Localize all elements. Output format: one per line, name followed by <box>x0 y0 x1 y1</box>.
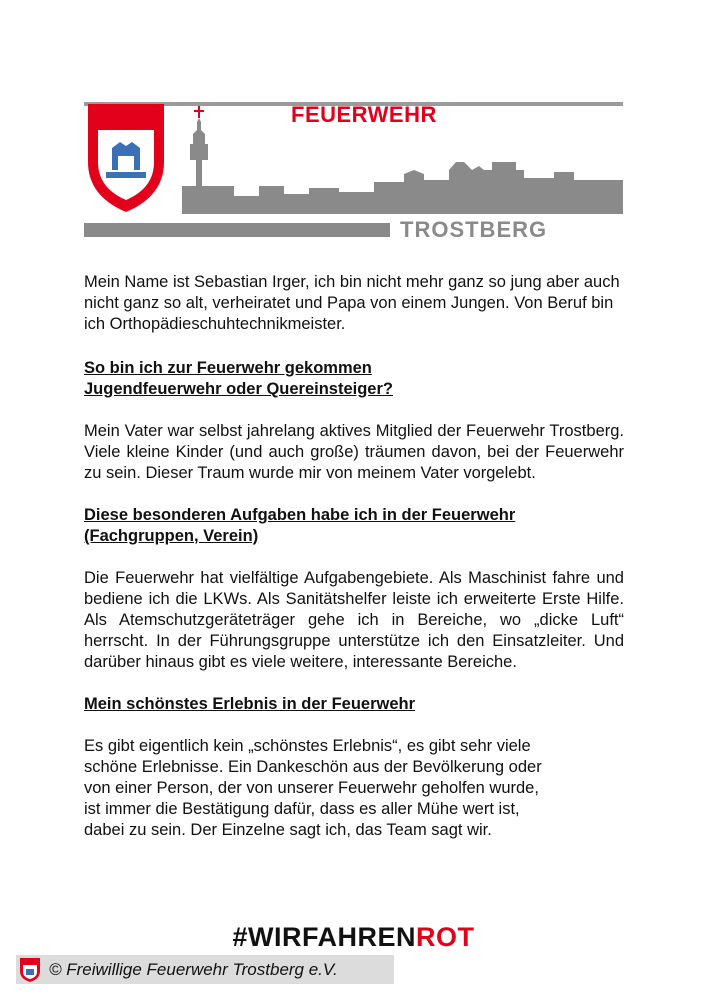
copyright-text: © Freiwillige Feuerwehr Trostberg e.V. <box>49 959 338 979</box>
hashtag-red: ROT <box>416 922 475 952</box>
hashtag <box>0 922 707 953</box>
section1-paragraph: Mein Vater war selbst jahrelang aktives Mitglied der Feuerwehr Trostberg. Viele kleine Kinder (und auch große) träumen davon, bei der Feuerwehr zu sein. Dieser Traum wurde mir von meinem Vater vorgelebt. <box>84 422 624 482</box>
section1-heading-line2: Jugendfeuerwehr oder Quereinsteiger? <box>84 380 393 398</box>
section3-line-1: Es gibt eigentlich kein „schönstes Erlebnis“, es gibt sehr viele <box>84 737 531 755</box>
section2-heading-line1: Diese besonderen Aufgaben habe ich in der Feuerwehr <box>84 506 516 524</box>
section3-line-2: schöne Erlebnisse. Ein Dankeschön aus der Bevölkerung oder <box>84 758 542 776</box>
section3-line-5: dabei zu sein. Der Einzelne sagt ich, das Team sagt wir. <box>84 821 492 839</box>
header-banner <box>84 100 623 241</box>
brand-title: FEUERWEHR <box>291 102 437 127</box>
section2-paragraph: Die Feuerwehr hat vielfältige Aufgabengebiete. Als Maschinist fahre und bediene ich die LKWs. Als Sanitätshelfer leiste ich erweiterte Erste Hilfe. Als Atemschutzgeräteträger gehe ich in Bereiche, wo „dicke Luft“ herrscht. In der Führungsgruppe unterstütze ich den Einsatzleiter. Und darüber hinaus gibt es viele weitere, interessante Bereiche. <box>84 569 624 671</box>
section3-line-3: von einer Person, der von unserer Feuerwehr geholfen wurde, <box>84 779 539 797</box>
intro-paragraph: Mein Name ist Sebastian Irger, ich bin nicht mehr ganz so jung aber auch nicht ganz so alt, verheiratet und Papa von einem Jungen. Von Beruf bin ich Orthopädieschuhtechnikmeister. <box>84 273 620 333</box>
section3-line-4: ist immer die Bestätigung dafür, dass es aller Mühe wert ist, <box>84 800 520 818</box>
coat-of-arms-icon <box>19 957 41 983</box>
section1-heading-line1: So bin ich zur Feuerwehr gekommen <box>84 359 372 377</box>
hashtag-black: #WIRFAHREN <box>232 922 416 952</box>
brand-city: TROSTBERG <box>400 217 548 242</box>
article-body <box>84 272 624 841</box>
section3-heading: Mein schönstes Erlebnis in der Feuerwehr <box>84 695 416 713</box>
section2-heading-line2: (Fachgruppen, Verein) <box>84 527 259 545</box>
footer-copyright-bar <box>16 955 394 984</box>
